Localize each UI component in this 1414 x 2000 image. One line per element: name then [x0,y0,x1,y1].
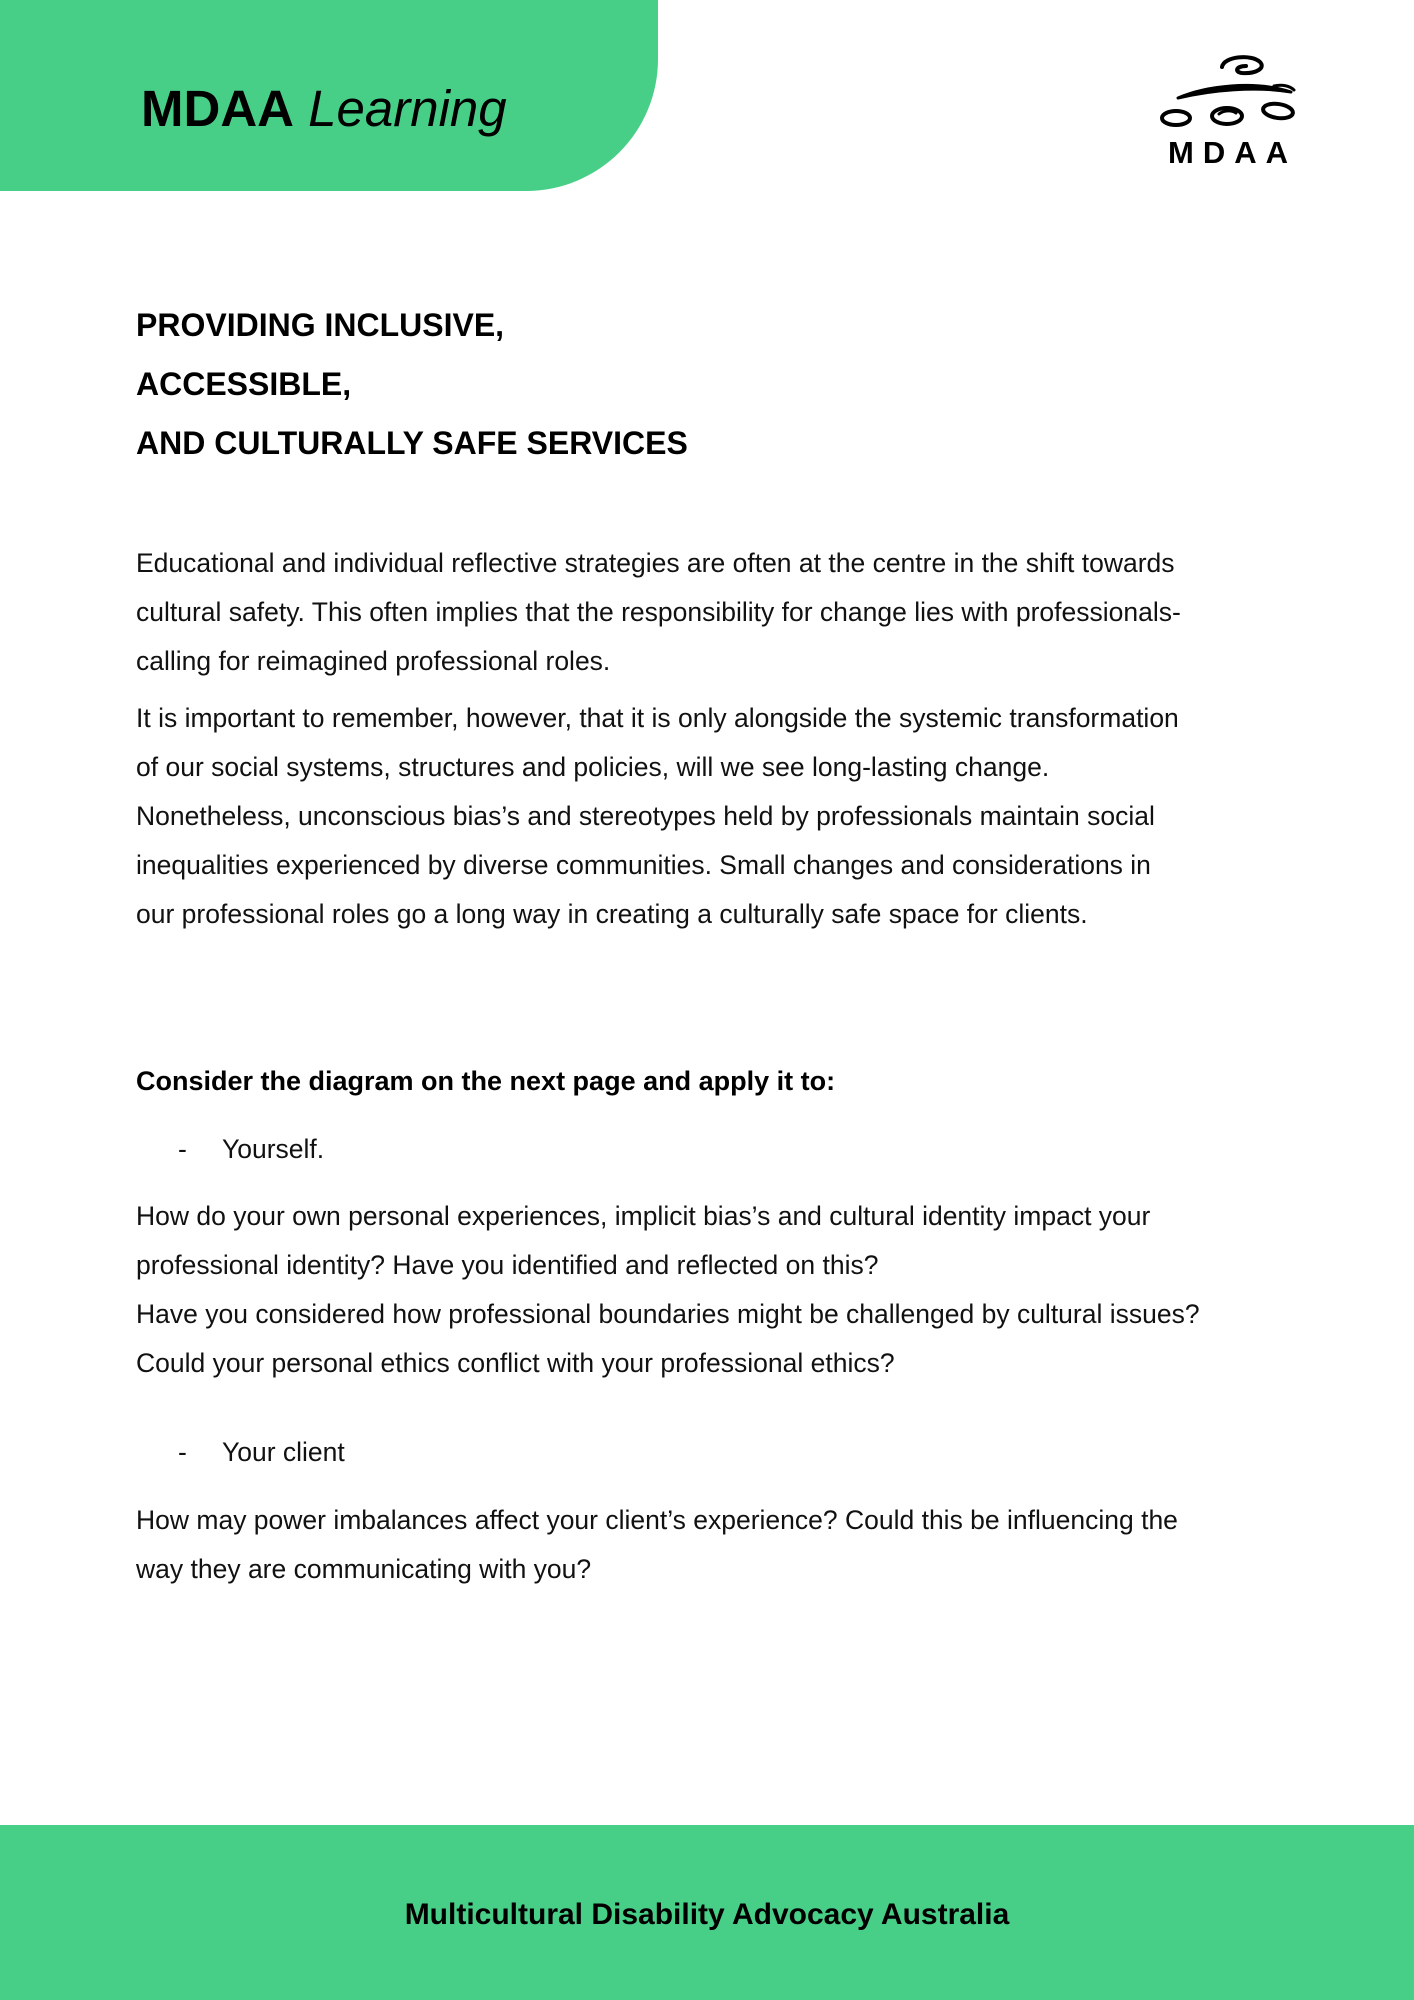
paragraph-line: How do your own personal experiences, implicit bias’s and cultural identity impact your [136,1201,1151,1231]
intro-paragraph [136,539,1296,686]
paragraph-line: It is important to remember, however, that it is only alongside the systemic transformation [136,703,1179,733]
title-line: PROVIDING INCLUSIVE, [136,307,505,343]
bullet-marker: - [178,1134,187,1164]
bullet-yourself [178,1125,324,1173]
paragraph-line: calling for reimagined professional roles. [136,646,611,676]
paragraph-line: How may power imbalances affect your client’s experience? Could this be influencing the [136,1505,1178,1535]
paragraph-line: cultural safety. This often implies that the responsibility for change lies with professionals- [136,597,1181,627]
paragraph-line: inequalities experienced by diverse communities. Small changes and considerations in [136,850,1151,880]
client-paragraph [136,1496,1296,1594]
paragraph-line: Have you considered how professional boundaries might be challenged by cultural issues? [136,1299,1200,1329]
paragraph-line: Nonetheless, unconscious bias’s and stereotypes held by professionals maintain social [136,801,1155,831]
header-title [141,79,507,139]
paragraph-line: Educational and individual reflective strategies are often at the centre in the shift towards [136,548,1175,578]
paragraph-line: professional identity? Have you identified and reflected on this? [136,1250,879,1280]
title-line: AND CULTURALLY SAFE SERVICES [136,425,688,461]
bullet-label: Your client [222,1437,345,1467]
header-subtitle: Learning [308,80,507,137]
paragraph-line: our professional roles go a long way in creating a culturally safe space for clients. [136,899,1088,929]
mdaa-logo-icon [1156,52,1300,132]
title-line: ACCESSIBLE, [136,366,352,402]
header-brand: MDAA [141,80,294,137]
paragraph-line: Could your personal ethics conflict with your professional ethics? [136,1348,895,1378]
bullet-label: Yourself. [222,1134,325,1164]
page-title [136,296,688,473]
consider-heading: Consider the diagram on the next page and apply it to: [136,1066,836,1096]
yourself-paragraph [136,1192,1296,1388]
bullet-marker: - [178,1437,187,1467]
paragraph-line: way they are communicating with you? [136,1554,592,1584]
mdaa-logo [1156,52,1300,172]
bullet-your-client [178,1428,345,1476]
systemic-paragraph [136,694,1296,939]
paragraph-line: of our social systems, structures and policies, will we see long-lasting change. [136,752,1050,782]
footer-organisation-name: Multicultural Disability Advocacy Australia [404,1898,1010,1931]
logo-wordmark: MDAA [1168,135,1297,170]
